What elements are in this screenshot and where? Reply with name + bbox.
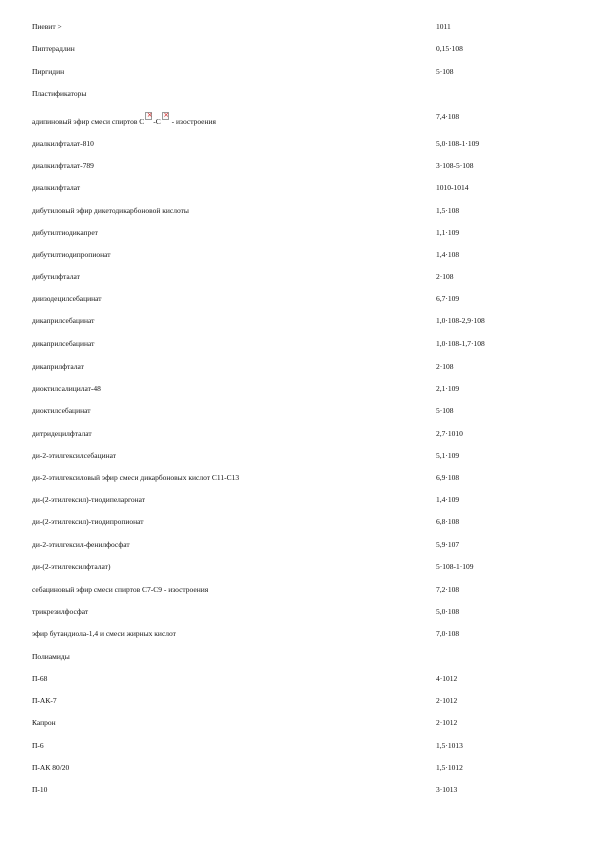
row-label: ди-(2-этилгексил)-тиодипеларгонат — [32, 495, 146, 504]
broken-image-icon — [162, 112, 169, 120]
row-label: диалкилфталат — [32, 183, 81, 192]
broken-image-icon — [145, 112, 152, 120]
row-value: 1,0·108-2,9·108 — [436, 316, 485, 325]
row-value: 6,8·108 — [436, 517, 460, 526]
row-value: 1010-1014 — [436, 183, 469, 192]
row-label: ди-(2-этилгексил)-тиодипропионат — [32, 517, 144, 526]
row-value: 1,4·108 — [436, 250, 460, 259]
row-value: 2·1012 — [436, 696, 458, 705]
row-value: 0,15·108 — [436, 44, 463, 53]
row-label: Пиевит > — [32, 22, 62, 31]
row-label — [32, 116, 216, 126]
row-label: ди-(2-этилгексилфталат) — [32, 562, 111, 571]
row-value: 4·1012 — [436, 674, 458, 683]
row-label: Капрон — [32, 718, 56, 727]
row-label: П-68 — [32, 674, 48, 683]
row-label: дибутиловый эфир дикетодикарбоновой кислоты — [32, 206, 189, 215]
row-label-part: -С — [153, 117, 161, 126]
row-label: П-10 — [32, 785, 48, 794]
row-label: диизодецилсебацинат — [32, 294, 102, 303]
row-label: диалкилфталат-789 — [32, 161, 94, 170]
row-value: 2·108 — [436, 272, 454, 281]
row-label: дибутилфталат — [32, 272, 80, 281]
row-value: 7,0·108 — [436, 629, 460, 638]
section-heading: Пластификаторы — [32, 89, 87, 98]
row-value: 7,2·108 — [436, 585, 460, 594]
row-value: 6,9·108 — [436, 473, 460, 482]
row-value: 5·108 — [436, 406, 454, 415]
row-value: 2·1012 — [436, 718, 458, 727]
row-label: дикаприлсебацинат — [32, 316, 95, 325]
row-label-part: адипиновый эфир смеси спиртов С — [32, 117, 145, 126]
row-value: 5,1·109 — [436, 451, 460, 460]
row-label: диоктилсалицилат-48 — [32, 384, 101, 393]
row-label: диалкилфталат-810 — [32, 139, 94, 148]
row-value: 2,1·109 — [436, 384, 460, 393]
row-label: П-6 — [32, 741, 44, 750]
row-value: 7,4·108 — [436, 112, 460, 121]
row-label: дибутилтиодипропионат — [32, 250, 111, 259]
row-label: дикаприлсебацинат — [32, 339, 95, 348]
row-value: 1011 — [436, 22, 451, 31]
row-label: Пиптерадлин — [32, 44, 75, 53]
row-value: 2,7·1010 — [436, 429, 463, 438]
row-label: диоктилсебацинат — [32, 406, 91, 415]
row-label-part: - изостроения — [169, 117, 216, 126]
row-value: 3·1013 — [436, 785, 458, 794]
row-value: 5,0·108 — [436, 607, 460, 616]
row-value: 5,0·108-1·109 — [436, 139, 480, 148]
row-label: трикрезилфосфат — [32, 607, 89, 616]
row-label: П-АК-7 — [32, 696, 57, 705]
row-value: 1,5·1013 — [436, 741, 463, 750]
row-value: 5·108-1·109 — [436, 562, 474, 571]
row-label: дикаприлфталат — [32, 362, 84, 371]
row-value: 1,5·1012 — [436, 763, 463, 772]
row-value: 1,5·108 — [436, 206, 460, 215]
row-label: ди-2-этилгексил-фенилфосфат — [32, 540, 130, 549]
section-heading: Полиамиды — [32, 652, 70, 661]
row-label: дибутилтиодикапрет — [32, 228, 98, 237]
row-label: эфир бутандиола-1,4 и смеси жирных кислот — [32, 629, 176, 638]
row-value: 1,0·108-1,7·108 — [436, 339, 485, 348]
row-value: 1,1·109 — [436, 228, 460, 237]
row-label: ди-2-этилгексилсебацинат — [32, 451, 117, 460]
row-label: Пиргидин — [32, 67, 65, 76]
row-value: 6,7·109 — [436, 294, 460, 303]
row-label: ди-2-этилгексиловый эфир смеси дикарбоновых кислот С11-С13 — [32, 473, 240, 482]
row-value: 5·108 — [436, 67, 454, 76]
row-value: 3·108-5·108 — [436, 161, 474, 170]
row-value: 2·108 — [436, 362, 454, 371]
row-label: себациновый эфир смеси спиртов С7-С9 - изостроения — [32, 585, 209, 594]
row-label: дитридецилфталат — [32, 429, 92, 438]
row-value: 1,4·109 — [436, 495, 460, 504]
row-value: 5,9·107 — [436, 540, 460, 549]
row-label: П-АК 80/20 — [32, 763, 70, 772]
